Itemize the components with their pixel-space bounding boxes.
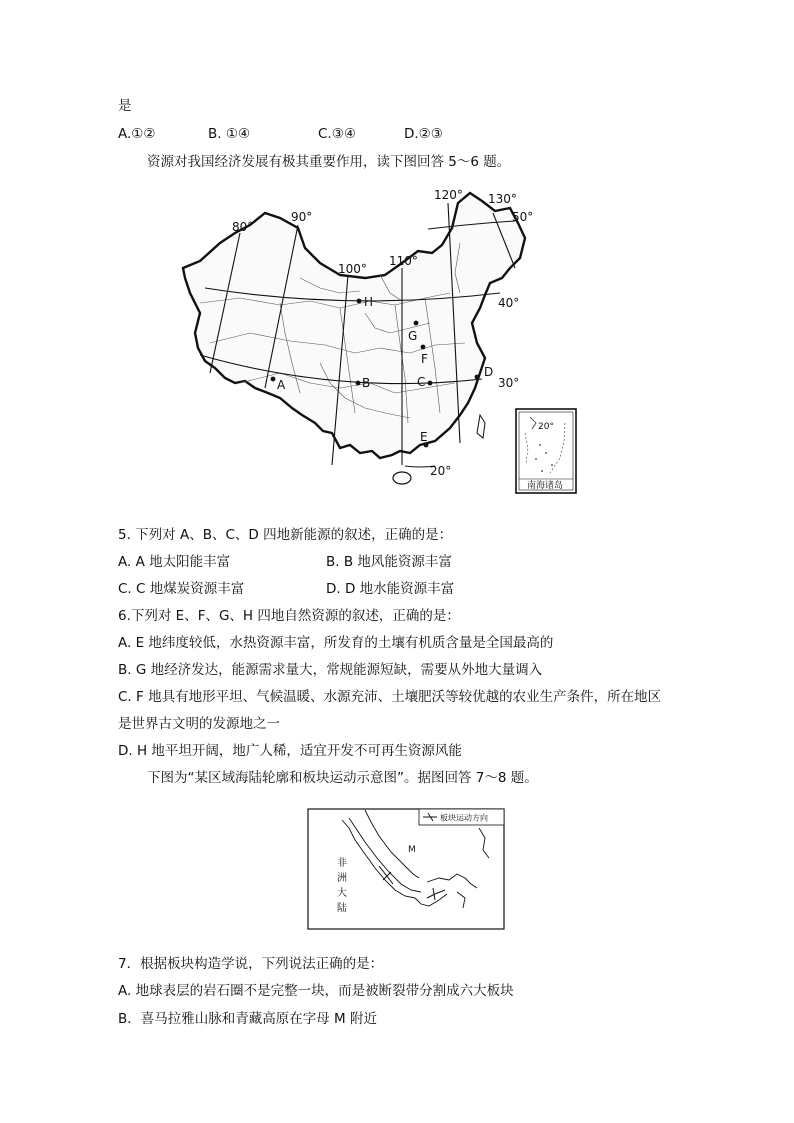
svg-text:陆: 陆 bbox=[337, 903, 347, 914]
q6-option-c-continued: 是世界古文明的发源地之一 bbox=[118, 716, 280, 732]
q7-option-a: A. 地球表层的岩石圈不是完整一块，而是被断裂带分割成六大板块 bbox=[118, 983, 514, 999]
point-h-marker bbox=[357, 299, 362, 304]
china-map-figure bbox=[180, 183, 580, 495]
prev-option-b: B. ①④ bbox=[208, 126, 251, 142]
lat-label-30: 30° bbox=[498, 376, 520, 390]
point-g-marker bbox=[414, 321, 419, 326]
lon-label-130: 130° bbox=[488, 192, 517, 206]
svg-text:大: 大 bbox=[337, 888, 347, 899]
china-map-svg bbox=[180, 183, 580, 495]
q5-option-d: D. D 地水能资源丰富 bbox=[326, 581, 455, 597]
lon-label-100: 100° bbox=[338, 262, 367, 276]
q7-stem: 7．根据板块构造学说，下列说法正确的是： bbox=[118, 956, 384, 972]
plate-motion-svg bbox=[307, 808, 505, 930]
point-h-label: H bbox=[364, 295, 374, 309]
taiwan-island bbox=[477, 415, 485, 438]
point-f-label: F bbox=[421, 352, 428, 366]
point-a-marker bbox=[271, 377, 276, 382]
svg-text:非: 非 bbox=[337, 858, 347, 869]
lat-label-50: 50° bbox=[512, 210, 534, 224]
south-china-sea-inset bbox=[516, 409, 576, 493]
point-e-label: E bbox=[420, 430, 428, 444]
prev-option-c: C.③④ bbox=[318, 126, 356, 142]
legend-label: 板块运动方向 bbox=[440, 813, 488, 823]
lon-label-90: 90° bbox=[291, 210, 313, 224]
q6-option-a: A. E 地纬度较低，水热资源丰富，所发育的土壤有机质含量是全国最高的 bbox=[118, 635, 554, 651]
point-g-label: G bbox=[408, 329, 418, 343]
question-continuation: 是 bbox=[118, 98, 132, 114]
plate-point-m: M bbox=[408, 845, 416, 855]
q6-option-c: C. F 地具有地形平坦、气候温暖、水源充沛、土壤肥沃等较优越的农业生产条件，所在地区 bbox=[118, 689, 662, 705]
lon-label-110: 110° bbox=[389, 254, 418, 268]
lat-label-20: 20° bbox=[430, 464, 452, 478]
q5-option-b: B. B 地风能资源丰富 bbox=[326, 554, 452, 570]
inset-label: 南海诸岛 bbox=[527, 481, 564, 491]
inset-lat-label: 20° bbox=[538, 422, 554, 432]
point-b-label: B bbox=[362, 376, 371, 390]
point-c-marker bbox=[428, 381, 433, 386]
q5-option-a: A. A 地太阳能丰富 bbox=[118, 554, 231, 570]
lat-label-40: 40° bbox=[498, 296, 520, 310]
point-d-marker bbox=[475, 375, 480, 380]
intro-q7-q8: 下图为“某区域海陆轮廓和板块运动示意图”。据图回答 7～8 题。 bbox=[147, 770, 538, 786]
hainan-island bbox=[393, 472, 411, 484]
point-b-marker bbox=[356, 381, 361, 386]
plate-motion-figure bbox=[307, 808, 505, 930]
prev-option-a: A.①② bbox=[118, 126, 156, 142]
point-a-label: A bbox=[277, 378, 286, 392]
point-d-label: D bbox=[484, 365, 494, 379]
q7-option-b: B．喜马拉雅山脉和青藏高原在字母 M 附近 bbox=[118, 1011, 377, 1027]
point-f-marker bbox=[421, 345, 426, 350]
lon-label-120: 120° bbox=[434, 188, 463, 202]
lon-label-80: 80° bbox=[232, 220, 254, 234]
svg-text:洲: 洲 bbox=[337, 873, 347, 884]
q6-option-d: D. H 地平坦开阔，地广人稀，适宜开发不可再生资源风能 bbox=[118, 743, 462, 759]
intro-q5-q6: 资源对我国经济发展有极其重要作用，读下图回答 5～6 题。 bbox=[147, 154, 511, 170]
prev-option-d: D.②③ bbox=[404, 126, 443, 142]
q6-option-b: B. G 地经济发达，能源需求量大，常规能源短缺，需要从外地大量调入 bbox=[118, 662, 543, 678]
point-c-label: C bbox=[417, 375, 426, 389]
q5-stem: 5. 下列对 A、B、C、D 四地新能源的叙述，正确的是： bbox=[118, 527, 453, 543]
q6-stem: 6.下列对 E、F、G、H 四地自然资源的叙述，正确的是： bbox=[118, 608, 460, 624]
q5-option-c: C. C 地煤炭资源丰富 bbox=[118, 581, 245, 597]
